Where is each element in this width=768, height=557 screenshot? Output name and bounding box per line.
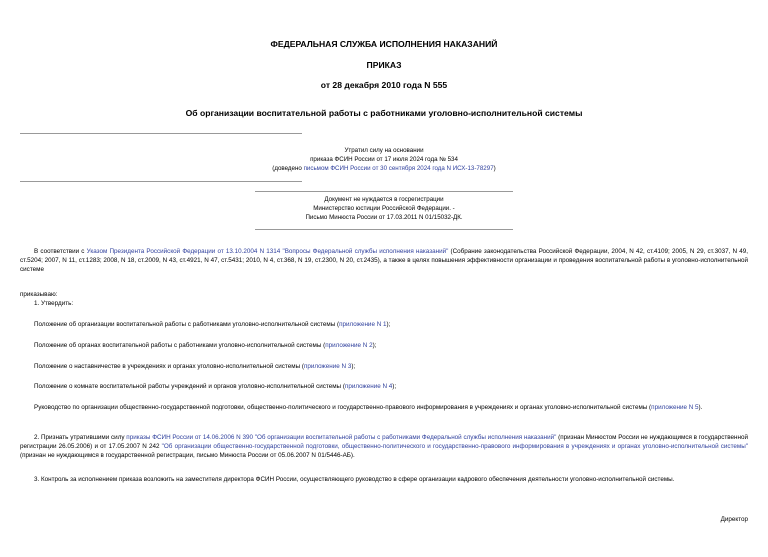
divider (255, 191, 513, 192)
appendix-1-link[interactable]: приложение N 1 (339, 321, 387, 328)
order-390-link[interactable]: приказы ФСИН России от 14.06.2006 N 390 "Об организации воспитательной работы с работниками Федеральной службы исполнения наказаний" (126, 434, 557, 441)
status-note (220, 146, 548, 173)
item-3: 3. Контроль за исполнением приказа возложить на заместителя директора ФСИН России, осуществляющего руководство в сфере организации кадрового обеспечения деятельности уголовно-исполнительной системы. (34, 476, 675, 483)
item-2-text: 2. Признать утратившими силу (34, 434, 127, 441)
registration-note (220, 195, 548, 222)
regulation-text: Руководство по организации общественно-государственной подготовки, общественно-политического и государственно-правового информирования в учреждениях и органах уголовно-исполнительной системы ( (34, 404, 652, 411)
signature-title: Директор (720, 516, 748, 523)
item-2 (20, 433, 748, 461)
document-title: Об организации воспитательной работы с работниками уголовно-исполнительной системы (185, 108, 583, 118)
status-note-line: Утратил силу на основании (344, 147, 424, 154)
regulation-text: Положение об организации воспитательной работы с работниками уголовно-исполнительной системы ( (34, 321, 340, 328)
item-2-text: (признан не нуждающимся в государственной регистрации, письмо Минюста России от 05.06.2007 N 01/5446-АБ). (20, 452, 355, 460)
order-242-link[interactable]: "Об организации общественно-государственной подготовки, общественно-политического и государственно-правового информирования в учреждениях и органах уголовно-исполнительной системы" (161, 443, 748, 451)
regulation-text: ); (351, 363, 356, 370)
intro-text: В соответствии с (34, 248, 87, 255)
date-number-heading: от 28 декабря 2010 года N 555 (320, 80, 448, 90)
regulation-text: ); (372, 342, 377, 349)
intro-text: (Собрание законодательства Российской Федерации, 2004, N 42, ст.4109; 2005, N 29, ст.3037, N 49, ст.5204; 2007, N 11, ст.1283; 2008, N 18, ст.2009, N 43, ст.4921, N 47, ст.5431; 2010, N 4, ст.368, N 19, ст.2300, N 20, ст.2435), а также в целях повышения эффективности организации и проведения воспитательной работы в уголовно-исполнительной системе (20, 248, 748, 274)
status-note-line (220, 164, 548, 173)
status-note-link[interactable]: письмом ФСИН России от 30 сентября 2024 года N ИСХ-13-78297 (303, 165, 494, 172)
status-note-text: (доведено (272, 165, 304, 172)
registration-note-line: Письмо Минюста России от 17.03.2011 N 01/15032-ДК. (305, 214, 463, 221)
regulation-text: ); (386, 321, 391, 328)
divider (255, 229, 513, 230)
regulation-item (20, 403, 748, 412)
registration-note-line: Министерство юстиции Российской Федерации. - (313, 205, 455, 212)
item-1: 1. Утвердить: (34, 300, 74, 307)
divider (20, 133, 302, 134)
regulation-text: Положение об органах воспитательной работы с работниками уголовно-исполнительной системы ( (34, 342, 326, 349)
regulation-text: Положение о наставничестве в учреждениях и органах уголовно-исполнительной системы ( (34, 363, 304, 370)
regulation-text: Положение о комнате воспитательной работы учреждений и органов уголовно-исполнительной системы ( (34, 383, 345, 390)
divider (20, 181, 302, 182)
regulation-item (20, 341, 748, 350)
appendix-5-link[interactable]: приложение N 5 (651, 404, 699, 411)
decree-link[interactable]: Указом Президента Российской Федерации от 13.10.2004 N 1314 "Вопросы Федеральной службы исполнения наказаний" (86, 248, 449, 255)
item-2-text: (признан Минюстом России не нуждающимся в государственной регистрации 26.05.2006) и от 17.05.2007 N 242 (20, 434, 748, 451)
status-note-text: ) (493, 165, 496, 172)
regulation-text: ). (698, 404, 703, 411)
appendix-4-link[interactable]: приложение N 4 (344, 383, 393, 390)
intro-paragraph (20, 247, 748, 275)
order-word: приказываю: (20, 291, 58, 298)
agency-heading: ФЕДЕРАЛЬНАЯ СЛУЖБА ИСПОЛНЕНИЯ НАКАЗАНИЙ (270, 39, 498, 49)
regulation-item (20, 382, 748, 391)
regulation-text: ); (392, 383, 397, 390)
appendix-3-link[interactable]: приложение N 3 (303, 363, 352, 370)
regulation-item (20, 362, 748, 371)
appendix-2-link[interactable]: приложение N 2 (325, 342, 373, 349)
regulation-item (20, 320, 748, 329)
status-note-line: приказа ФСИН России от 17 июля 2024 года № 534 (310, 156, 458, 163)
registration-note-line: Документ не нуждается в госрегистрации (324, 196, 444, 203)
doc-type-heading: ПРИКАЗ (366, 60, 402, 70)
